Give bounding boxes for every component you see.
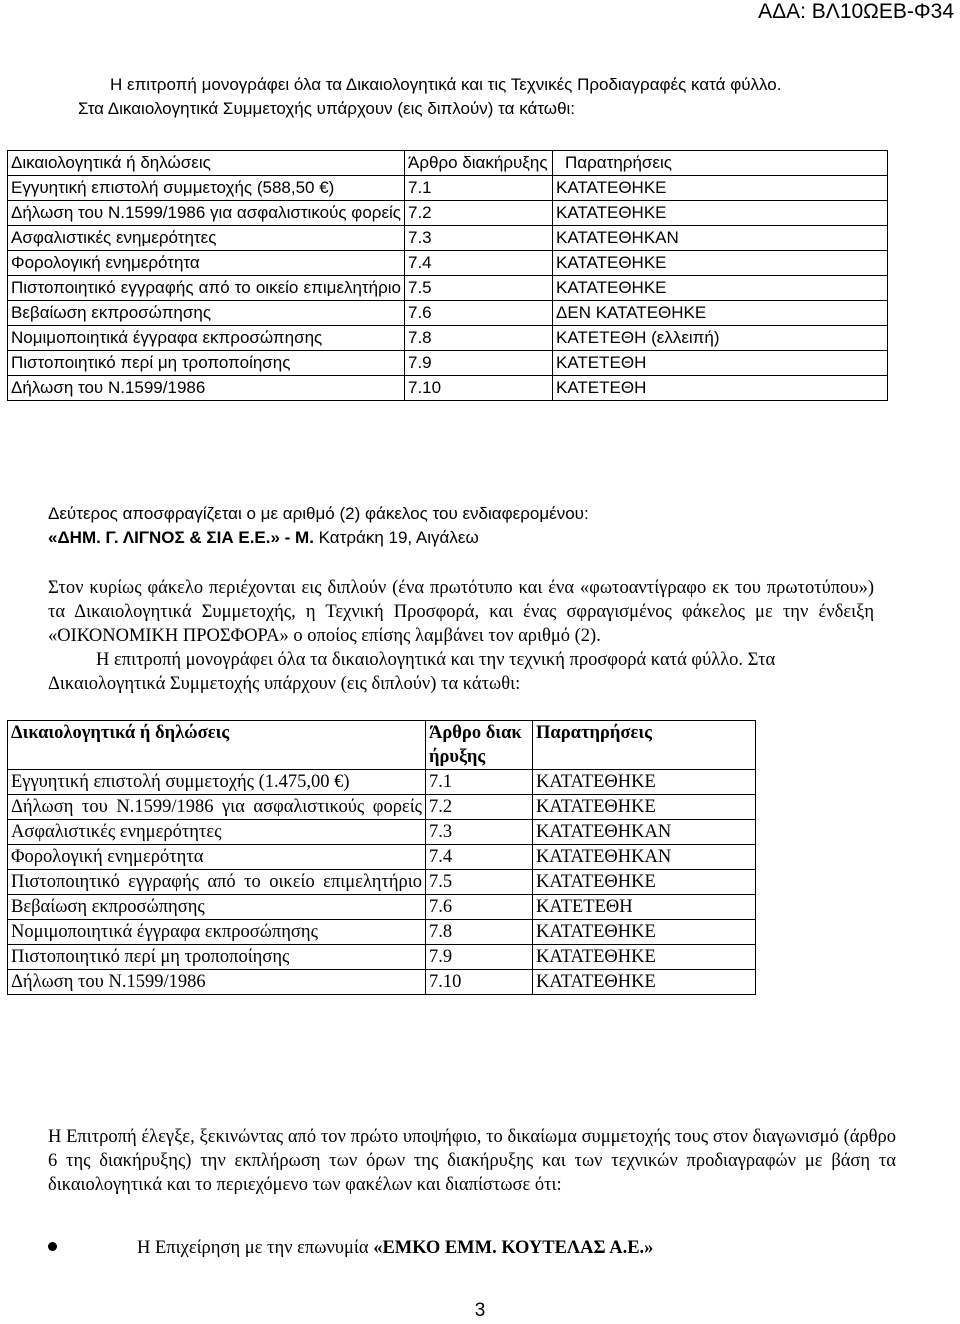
table-header-row: [8, 151, 888, 176]
cell-document: Δήλωση του Ν.1599/1986 για ασφαλιστικούς φορείς: [8, 201, 405, 226]
cell-note: ΔΕΝ ΚΑΤΑΤΕΘΗΚΕ: [553, 301, 888, 326]
cell-note: ΚΑΤΕΤΕΘΗ: [533, 895, 756, 920]
cell-note: ΚΑΤΑΤΕΘΗΚΕ: [553, 201, 888, 226]
documents-table-1: [7, 150, 888, 401]
table-row: [8, 376, 888, 401]
cell-article: 7.3: [405, 226, 553, 251]
cell-article: 7.1: [405, 176, 553, 201]
header-cell-article: Άρθρο διακήρυξης: [426, 721, 533, 770]
table-row: [8, 945, 756, 970]
cell-note: ΚΑΤΑΤΕΘΗΚΕ: [533, 795, 756, 820]
cell-article: 7.4: [405, 251, 553, 276]
cell-note: ΚΑΤΕΤΕΘΗ: [553, 351, 888, 376]
cell-document: Πιστοποιητικό εγγραφής από το οικείο επιμελητήριο: [8, 870, 426, 895]
company-address: Κατράκη 19, Αιγάλεω: [313, 528, 479, 547]
header-cell-notes: Παρατηρήσεις: [533, 721, 756, 770]
page-number: 3: [474, 1300, 486, 1321]
cell-document: Δήλωση του Ν.1599/1986: [8, 376, 405, 401]
evaluation-paragraph: Η Επιτροπή έλεγξε, ξεκινώντας από τον πρώτο υποψήφιο, το δικαίωμα συμμετοχής τους στον διαγωνισμό (άρθρο 6 της διακήρυξης) την εκπλήρωση των όρων της διακήρυξης και των τεχνικών προδιαγραφών με βάση τα δικαιολογητικά και το περιεχόμενο των φακέλων και διαπίστωσε ότι:: [48, 1127, 896, 1195]
cell-document: Φορολογική ενημερότητα: [8, 845, 426, 870]
cell-note: ΚΑΤΑΤΕΘΗΚΕ: [533, 970, 756, 995]
documents-table-2: [7, 720, 756, 995]
cell-document: Νομιμοποιητικά έγγραφα εκπροσώπησης: [8, 920, 426, 945]
second-line-1: [48, 502, 589, 526]
cell-note: ΚΑΤΑΤΕΘΗΚΕ: [533, 770, 756, 795]
cell-note: ΚΑΤΑΤΕΘΗΚΕ: [533, 945, 756, 970]
cell-article: 7.2: [426, 795, 533, 820]
second-envelope-paragraph: [48, 502, 589, 550]
intro-paragraph: [78, 73, 782, 121]
cell-article: 7.6: [426, 895, 533, 920]
cell-note: ΚΑΤΑΤΕΘΗΚΕ: [553, 276, 888, 301]
main-envelope-text: Στον κυρίως φάκελο περιέχονται εις διπλούν (ένα πρωτότυπο και ένα «φωτοαντίγραφο εκ του πρωτοτύπου») τα Δικαιολογητικά Συμμετοχής, η Τεχνική Προσφορά, και ένας σφραγισμένος φάκελος με την ένδειξη «ΟΙΚΟΝΟΜΙΚΗ ΠΡΟΣΦΟΡΑ» ο οποίος επίσης λαμβάνει τον αριθμό (2).: [48, 578, 874, 646]
cell-note: ΚΑΤΑΤΕΘΗΚΕ: [533, 870, 756, 895]
cell-article: 7.6: [405, 301, 553, 326]
table-row: [8, 820, 756, 845]
table-row: [8, 351, 888, 376]
cell-article: 7.10: [405, 376, 553, 401]
cell-article: 7.1: [426, 770, 533, 795]
cell-note: ΚΑΤΕΤΕΘΗ (ελλειπή): [553, 326, 888, 351]
cell-article: 7.9: [405, 351, 553, 376]
cell-document: Βεβαίωση εκπροσώπησης: [8, 301, 405, 326]
table-row: [8, 251, 888, 276]
cell-article: 7.4: [426, 845, 533, 870]
cell-article: 7.8: [426, 920, 533, 945]
cell-article: 7.2: [405, 201, 553, 226]
cell-article: 7.10: [426, 970, 533, 995]
cell-note: ΚΑΤΑΤΕΘΗΚΕ: [533, 920, 756, 945]
cell-document: Πιστοποιητικό περί μη τροποποίησης: [8, 945, 426, 970]
header-cell-documents: Δικαιολογητικά ή δηλώσεις: [8, 721, 426, 770]
cell-document: Ασφαλιστικές ενημερότητες: [8, 820, 426, 845]
header-cell-article: Άρθρο διακήρυξης: [405, 151, 553, 176]
cell-article: 7.3: [426, 820, 533, 845]
header-cell-notes: Παρατηρήσεις: [553, 151, 888, 176]
table-row: [8, 920, 756, 945]
table-row: [8, 895, 756, 920]
intro-line-2: Στα Δικαιολογητικά Συμμετοχής υπάρχουν (εις διπλούν) τα κάτωθι:: [78, 99, 576, 118]
cell-note: ΚΑΤΕΤΕΘΗ: [553, 376, 888, 401]
cell-document: Εγγυητική επιστολή συμμετοχής (1.475,00 €): [8, 770, 426, 795]
cell-document: Πιστοποιητικό εγγραφής από το οικείο επιμελητήριο: [8, 276, 405, 301]
cell-document: Νομιμοποιητικά έγγραφα εκπροσώπησης: [8, 326, 405, 351]
header-cell-documents: Δικαιολογητικά ή δηλώσεις: [8, 151, 405, 176]
cell-note: ΚΑΤΑΤΕΘΗΚΕ: [553, 176, 888, 201]
table-row: [8, 276, 888, 301]
table-row: [8, 176, 888, 201]
bullet-company-name: «ΕΜΚΟ ΕΜΜ. ΚΟΥΤΕΛΑΣ Α.Ε.»: [373, 1238, 654, 1258]
intro-line-1: Η επιτροπή μονογράφει όλα τα Δικαιολογητικά και τις Τεχνικές Προδιαγραφές κατά φύλλο.: [110, 75, 782, 94]
cell-document: Βεβαίωση εκπροσώπησης: [8, 895, 426, 920]
cell-article: 7.5: [426, 870, 533, 895]
ada-code: ΑΔΑ: ΒΛ10ΩΕΒ-Φ34: [758, 0, 954, 23]
table-header-row: [8, 721, 756, 770]
table-row: [8, 326, 888, 351]
cell-article: 7.9: [426, 945, 533, 970]
bullet-prefix: Η Επιχείρηση με την επωνυμία: [137, 1238, 374, 1258]
cell-document: Δήλωση του Ν.1599/1986: [8, 970, 426, 995]
committee-line-2: Δικαιολογητικά Συμμετοχής υπάρχουν (εις διπλούν) τα κάτωθι:: [48, 674, 521, 694]
committee-line: Η επιτροπή μονογράφει όλα τα δικαιολογητικά και την τεχνική προσφορά κατά φύλλο. Στα: [96, 650, 776, 670]
cell-document: Ασφαλιστικές ενημερότητες: [8, 226, 405, 251]
second-line-2: [48, 526, 589, 550]
cell-article: 7.5: [405, 276, 553, 301]
main-envelope-paragraph: [48, 576, 874, 696]
table-row: [8, 770, 756, 795]
cell-document: Πιστοποιητικό περί μη τροποποίησης: [8, 351, 405, 376]
cell-document: Δήλωση του Ν.1599/1986 για ασφαλιστικούς φορείς: [8, 795, 426, 820]
cell-note: ΚΑΤΑΤΕΘΗΚΕ: [553, 251, 888, 276]
cell-document: Εγγυητική επιστολή συμμετοχής (588,50 €): [8, 176, 405, 201]
company-name: «ΔΗΜ. Γ. ΛΙΓΝΟΣ & ΣΙΑ Ε.Ε.» - Μ.: [48, 528, 314, 547]
table-row: [8, 201, 888, 226]
bullet-icon: [48, 1242, 57, 1251]
cell-note: ΚΑΤΑΤΕΘΗΚΑΝ: [553, 226, 888, 251]
table-row: [8, 870, 756, 895]
table-row: [8, 970, 756, 995]
cell-article: 7.8: [405, 326, 553, 351]
table-row: [8, 301, 888, 326]
table-row: [8, 226, 888, 251]
bullet-item: [48, 1236, 653, 1260]
cell-document: Φορολογική ενημερότητα: [8, 251, 405, 276]
cell-note: ΚΑΤΑΤΕΘΗΚΑΝ: [533, 820, 756, 845]
second-line-1-text: Δεύτερος αποσφραγίζεται ο με αριθμό (2) φάκελος του ενδιαφερομένου:: [48, 504, 589, 523]
table-row: [8, 845, 756, 870]
cell-note: ΚΑΤΑΤΕΘΗΚΑΝ: [533, 845, 756, 870]
table-row: [8, 795, 756, 820]
